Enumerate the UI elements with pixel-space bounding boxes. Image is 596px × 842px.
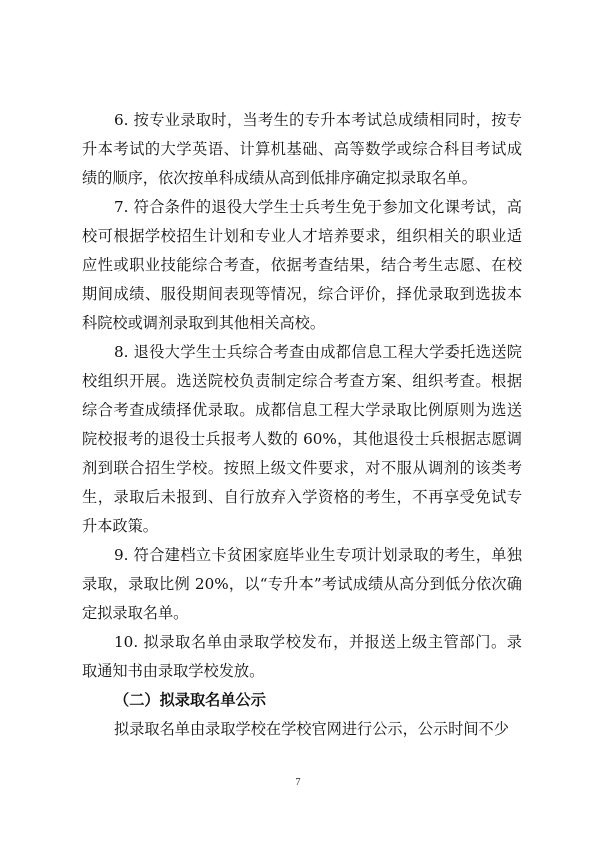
paragraph-item-8: 8. 退役大学生士兵综合考查由成都信息工程大学委托选送院校组织开展。选送院校负责制定综合考查方案、组织考查。根据综合考查成绩择优录取。成都信息工程大学录取比例原则为选送院校报考的退役士兵报考人数的 60%，其他退役士兵根据志愿调剂到联合招生学校。按照上级文件要求，对不服从调剂的该类考生，录取后未报到、自行放弃入学资格的考生，不再享受免试专升本政策。 [82,343,522,535]
paragraph-item-10: 10. 拟录取名单由录取学校发布，并报送上级主管部门。录取通知书由录取学校发放。 [82,633,522,680]
paragraph-item-9: 9. 符合建档立卡贫困家庭毕业生专项计划录取的考生，单独录取，录取比例 20%，以“专升本”考试成绩从高分到低分依次确定拟录取名单。 [82,546,522,622]
paragraph-item-6: 6. 按专业录取时，当考生的专升本考试总成绩相同时，按专升本考试的大学英语、计算机基础、高等数学或综合科目考试成绩的顺序，依次按单科成绩从高到低排序确定拟录取名单。 [82,111,522,187]
document-body [82,106,522,744]
paragraph-final: 拟录取名单由录取学校在学校官网进行公示，公示时间不少 [114,720,509,738]
page-number: 7 [295,777,301,788]
paragraph-item-7: 7. 符合条件的退役大学生士兵考生免于参加文化课考试，高校可根据学校招生计划和专业人才培养要求，组织相关的职业适应性或职业技能综合考查，依据考查结果，结合考生志愿、在校期间成绩、服役期间表现等情况，综合评价，择优录取到选拔本科院校或调剂录取到其他相关高校。 [82,198,522,332]
section-heading: （二）拟录取名单公示 [114,691,266,709]
